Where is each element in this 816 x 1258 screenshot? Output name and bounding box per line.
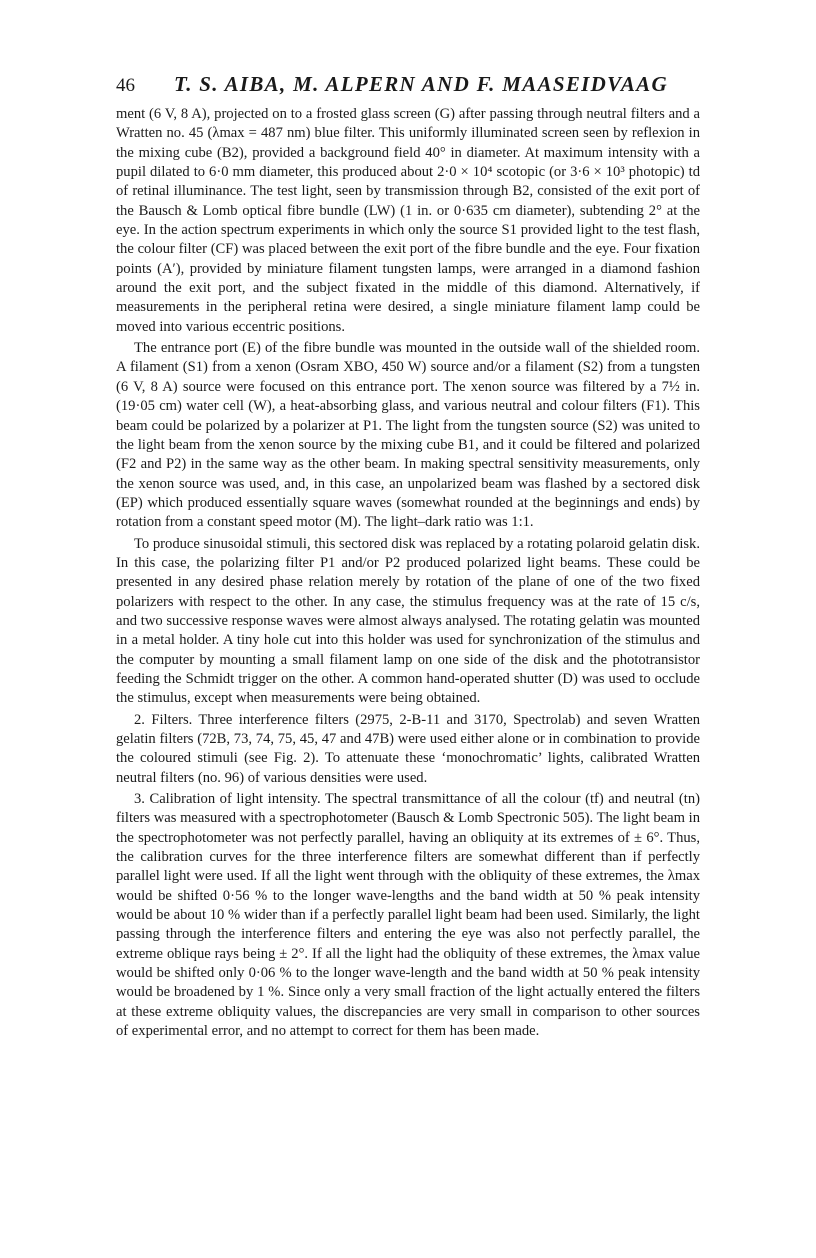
paragraph-calibration: 3. Calibration of light intensity. The spectral transmittance of all the colour (tf) and neutral (tn) filters was measured with a spectrophotometer (Bausch & Lomb Spectronic 505). The light beam in the spectrophotometer was not perfectly parallel, having an obliquity at its extremes of ± 6°. Thus, the calibration curves for the three interference filters are somewhat different than if perfectly parallel light were used. If all the light went through with the obliquity of these extremes, the λmax would be shifted 0·56 % to the longer wave-lengths and the band width at 50 % peak intensity would be about 10 % wider than if a perfectly parallel light beam had been used. Similarly, the light passing through the interference filters and entering the eye was also not perfectly parallel, the extreme oblique rays being ± 2°. If all the light had the obliquity of these extremes, the λmax value would be shifted only 0·06 % to the longer wave-length and the band width at 50 % peak intensity would be broadened by 1 %. Since only a very small fraction of the light actually entered the filters at these extreme obliquity values, the discrepancies are very small in comparison to other sources of experimental error, and no attempt to correct for them has been made. [116,791,700,1040]
paragraph-entrance-port: The entrance port (E) of the fibre bundle was mounted in the outside wall of the shielded room. A filament (S1) from a xenon (Osram XBO, 450 W) source and/or a filament (S2) from a tungsten (6 V, 8 A) source were focused on this entrance port. The xenon source was filtered by a 7½ in. (19·05 cm) water cell (W), a heat-absorbing glass, and various neutral and colour filters (F1). This beam could be polarized by a polarizer at P1. The light from the tungsten source (S2) was united to the light beam from the xenon source by the mixing cube B1, and it could be filtered and polarized (F2 and P2) in the same way as the other beam. In making spectral sensitivity measurements, only the xenon source was used, and, in this case, an unpolarized beam was flashed by a sectored disk (EP) which produced essentially square waves (somewhat rounded at the beginnings and ends) by rotation from a constant speed motor (M). The light–dark ratio was 1:1. [116,340,700,531]
article-body [116,105,700,1042]
paragraph-filters: 2. Filters. Three interference filters (2975, 2-B-11 and 3170, Spectrolab) and seven Wratten gelatin filters (72B, 73, 74, 75, 45, 47 and 47B) were used either alone or in combination to provide the coloured stimuli (see Fig. 2). To attenuate these ‘monochromatic’ lights, calibrated Wratten neutral filters (no. 96) of various densities were used. [116,711,700,786]
page-number: 46 [116,75,135,96]
running-header [116,72,706,97]
paragraph-apparatus-continued: ment (6 V, 8 A), projected on to a frosted glass screen (G) after passing through neutral filters and a Wratten no. 45 (λmax = 487 nm) blue filter. This uniformly illuminated screen seen by reflexion in the mixing cube (B2), provided a background field 40° in diameter. At maximum intensity with a pupil dilated to 6·0 mm diameter, this produced about 2·0 × 10⁴ scotopic (or 3·6 × 10³ photopic) td of retinal illuminance. The test light, seen by transmission through B2, consisted of the exit port of the Bausch & Lomb optical fibre bundle (LW) (1 in. or 0·635 cm diameter), subtending 2° at the eye. In the action spectrum experiments in which only the source S1 provided light to the test flash, the colour filter (CF) was placed between the exit port of the fibre bundle and the eye. Four fixation points (A′), provided by miniature filament tungsten lamps, were arranged in a diamond fashion around the exit port, and the subject fixated in the middle of this diamond. Alternatively, if measurements in the peripheral retina were desired, a single miniature filament lamp could be moved into various eccentric positions. [116,106,700,335]
running-header-authors: T. S. AIBA, M. ALPERN AND F. MAASEIDVAAG [174,72,668,96]
paragraph-sinusoidal-stimuli: To produce sinusoidal stimuli, this sectored disk was replaced by a rotating polaroid gelatin disk. In this case, the polarizing filter P1 and/or P2 produced polarized light beams. These could be presented in any desired phase relation merely by rotation of the plane of one of the two fixed polarizers with respect to the other. In any case, the stimulus frequency was at the rate of 15 c/s, and two successive response waves were almost always analysed. The rotating gelatin was mounted in a metal holder. A tiny hole cut into this holder was used for synchronization of the stimulus and the computer by mounting a small filament lamp on one side of the disk and the phototransistor feeding the Schmidt trigger on the other. A common hand-operated shutter (D) was used to occlude the stimulus, except when measurements were being obtained. [116,535,700,707]
